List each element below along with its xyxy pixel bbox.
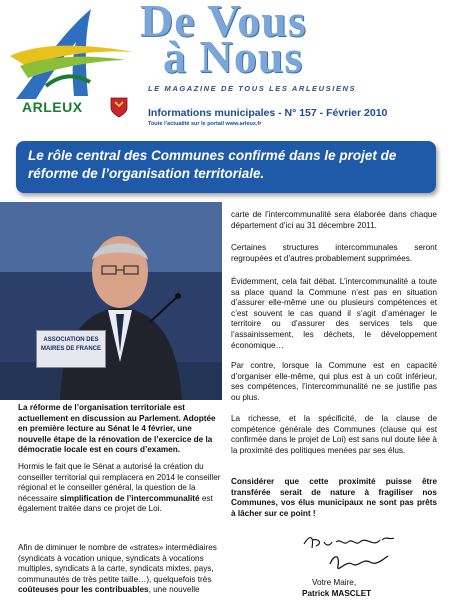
photo-sign: ASSOCIATION DES MAIRES DE FRANCE	[36, 330, 106, 368]
left-paragraph-2-b: simplification de l’intercommunalité	[59, 493, 200, 503]
left-paragraph-3	[18, 543, 222, 596]
mayor-photo	[0, 202, 222, 400]
left-paragraph-2-c: est également traitée dans ce projet de Loi.	[18, 493, 213, 514]
left-paragraph-3-b: coûteuses pour les contribuables	[18, 585, 149, 595]
right-paragraph-5: La richesse, et la spécificité, de la clause de compétence générale des Communes (clause qui est confirmée dans le projet de Loi) est sans nul doute liée à la proximité des politiques menées par ses élus.	[231, 414, 437, 455]
crest-icon	[108, 96, 130, 118]
magazine-subtitle: LE MAGAZINE DE TOUS LES ARLEUSIENS	[148, 84, 357, 93]
right-paragraph-1: carte de l’intercommunalité sera élaborée dans chaque département d’ici au 31 décembre 2011.	[231, 210, 437, 230]
mayor-photo-illustration	[0, 202, 222, 400]
handwritten-signature-icon	[300, 530, 400, 580]
left-paragraph-3-a: Afin de diminuer le nombre de «strates» intermédiaires (syndicats à vocation unique, syndicats à vocations multiples, syndicats à la carte, syndicats mixtes, pays, communautés de très petite taille…), quelquefois très	[18, 543, 217, 584]
logo-text: ARLEUX	[22, 99, 83, 115]
right-paragraph-6: Considérer que cette proximité puisse être transférée serait de nature à fragiliser nos Communes, vos élus municipaux ne sont pas prêts à lâcher sur ce point !	[231, 477, 437, 518]
portal-line: Toute l’actualité sur le portail www.arleux.fr	[148, 121, 262, 127]
issue-line: Informations municipales - N° 157 - Février 2010	[148, 107, 388, 119]
left-paragraph-3-c: , une nouvelle	[148, 585, 200, 595]
magazine-title-line2: à Nous	[163, 31, 304, 82]
right-paragraph-3: Évidemment, cela fait débat. L’intercommunalité a toute sa place quand la Commune n’est pas en situation d’assurer elle-même une ou plusieurs compétences et c’est souvent le cas quand il s’agit d’aménager le territoire ou d’assurer des services tels que l’assainissement, les déchets, le développement économique…	[231, 277, 437, 350]
headline-box	[16, 141, 436, 193]
masthead	[0, 0, 450, 135]
right-paragraph-2: Certaines structures intercommunales seront regroupées et d’autres probablement supprimées.	[231, 243, 437, 263]
magazine-title-line1: De Vous	[140, 0, 307, 46]
right-paragraph-4: Par contre, lorsque la Commune est en capacité d’organiser elle-même, qui plus est à un coût inférieur, ses compétences, l’intercommunalité ne se justifie pas ou plus.	[231, 361, 437, 402]
signer-name: Patrick MASCLET	[302, 589, 372, 598]
left-paragraph-1: La réforme de l’organisation territoriale est actuellement en discussion au Parlement. Adoptée en première lecture au Sénat le 4 février, une nouvelle étape de la rénovation de l’exercice de la démocratie locale est en cours d’examen.	[18, 403, 216, 455]
left-paragraph-2-a: Hormis le fait que le Sénat a autorisé la création du conseiller territorial qui remplacera en 2014 le conseiller régional et le conseiller général, la question de la nécessaire	[18, 462, 221, 503]
headline: Le rôle central des Communes confirmé dans le projet de réforme de l’organisation territoriale.	[28, 148, 397, 181]
signer-title: Votre Maire,	[312, 578, 357, 587]
left-paragraph-2	[18, 462, 222, 515]
